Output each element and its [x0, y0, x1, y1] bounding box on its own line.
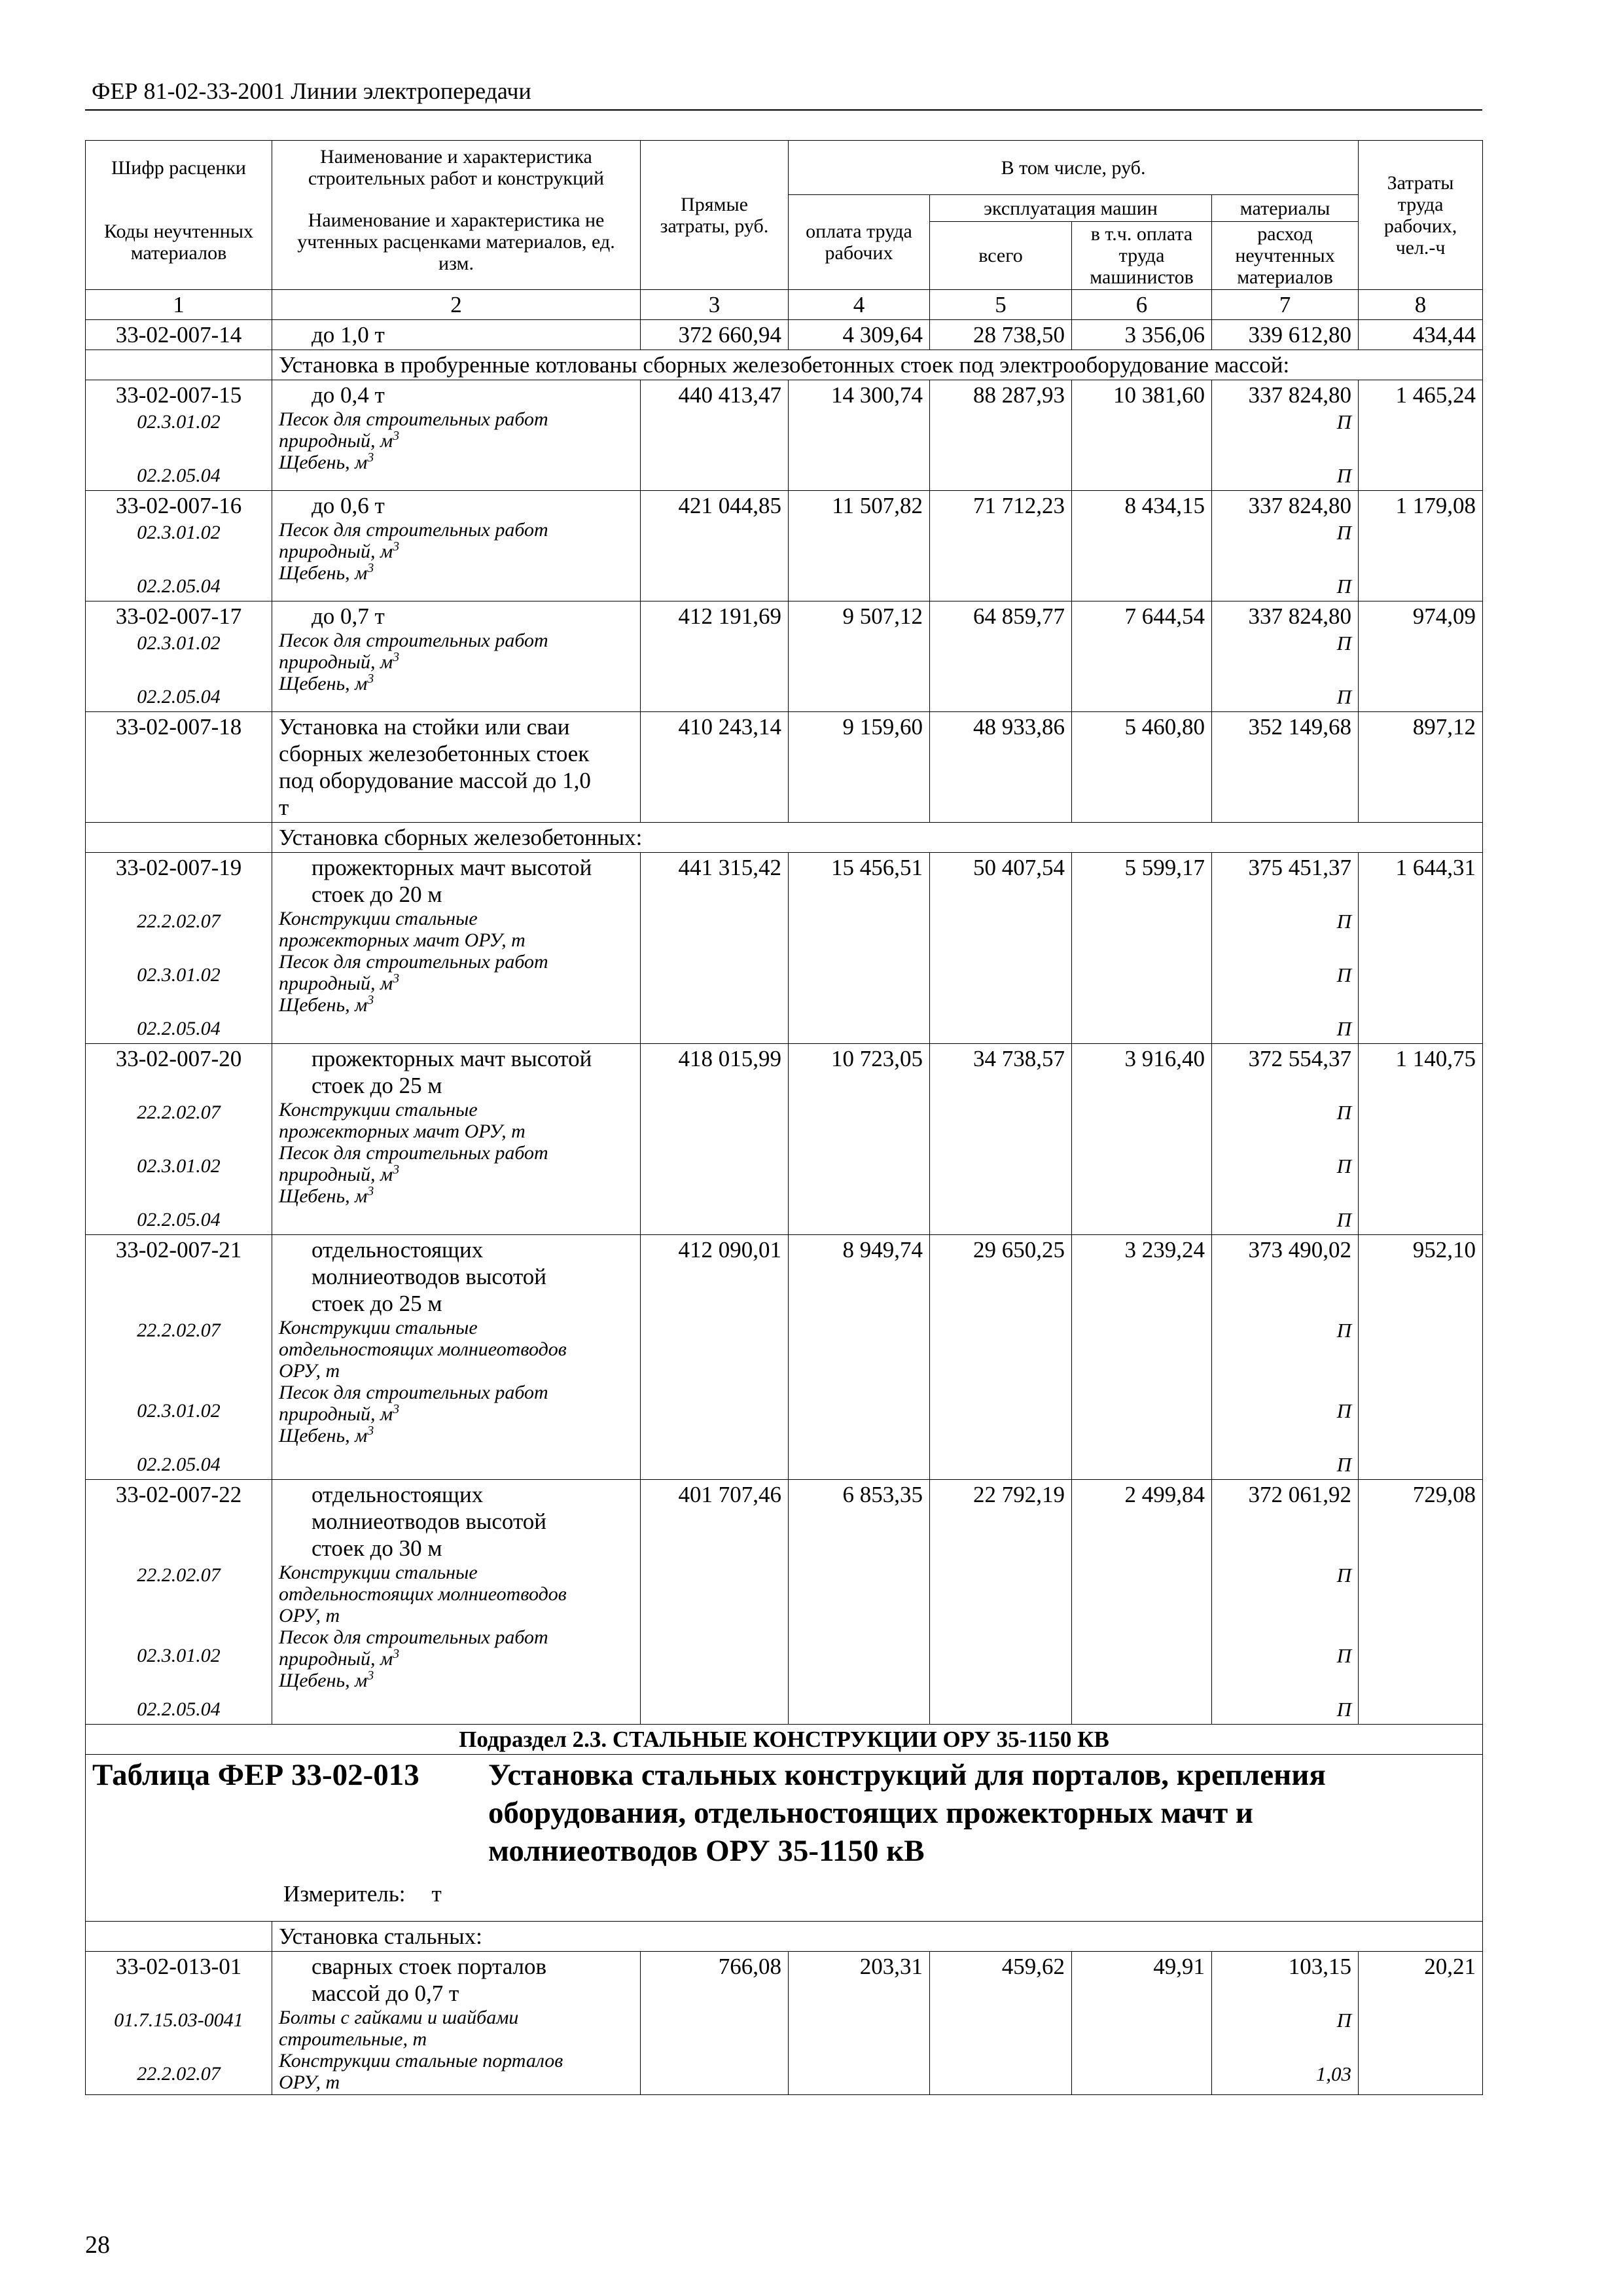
- material-code: 02.3.01.02: [137, 522, 221, 543]
- material-name: ОРУ, т: [279, 2072, 340, 2093]
- material-code: 02.2.05.04: [137, 1454, 221, 1475]
- header-materials-unaccounted: расход неучтенных материалов: [1212, 222, 1359, 290]
- material-code: 22.2.02.07: [137, 910, 221, 932]
- machine-wages: 10 381,60: [1072, 380, 1212, 491]
- material-name: природный, $м^3$: [279, 650, 400, 673]
- wages: 14 300,74: [789, 380, 930, 491]
- material-name: Щебень, $м^3$: [279, 450, 374, 473]
- labor: 974,09: [1359, 601, 1483, 712]
- rate-code: 33-02-007-15: [115, 382, 242, 408]
- materials: 372 061,92: [1248, 1482, 1352, 1507]
- rate-name: Установка на стойки или сваи: [279, 714, 570, 740]
- machine-total: 34 738,57: [930, 1044, 1072, 1235]
- material-flag: П: [1336, 1453, 1352, 1476]
- material-name: Конструкции стальные: [279, 1562, 478, 1583]
- direct-costs: 441 315,42: [641, 853, 789, 1044]
- material-name: Песок для строительных работ: [279, 1382, 548, 1403]
- rate-code: 33-02-013-01: [115, 1954, 242, 1979]
- labor: 1 465,24: [1359, 380, 1483, 491]
- material-code: 02.3.01.02: [137, 1645, 221, 1666]
- header-code-top: Шифр расценки: [86, 141, 272, 195]
- rate-name: т: [279, 795, 289, 820]
- materials: 373 490,02: [1248, 1237, 1352, 1263]
- table-row: [86, 853, 1483, 1044]
- material-flag: П: [1336, 1017, 1352, 1040]
- rate-name: сварных стоек порталов: [312, 1954, 547, 1979]
- material-name: природный, $м^3$: [279, 429, 400, 452]
- materials: 375 451,37: [1248, 855, 1352, 880]
- material-name: Щебень, $м^3$: [279, 1184, 374, 1207]
- direct-costs: 372 660,94: [641, 320, 789, 350]
- material-name: ОРУ, т: [279, 1360, 340, 1382]
- material-flag: П: [1336, 1644, 1352, 1667]
- material-name: Щебень, $м^3$: [279, 1424, 374, 1446]
- rate-code: 33-02-007-16: [115, 493, 242, 518]
- labor: 1 140,75: [1359, 1044, 1483, 1235]
- subsection-row: [86, 1725, 1483, 1755]
- rate-name: стоек до 25 м: [312, 1073, 442, 1098]
- material-name: прожекторных мачт ОРУ, т: [279, 929, 526, 951]
- material-name: строительные, т: [279, 2028, 427, 2050]
- table-row: [86, 1952, 1483, 2095]
- machine-total: 71 712,23: [930, 491, 1072, 601]
- materials: 103,15: [1288, 1954, 1352, 1979]
- material-name: Песок для строительных работ: [279, 630, 548, 651]
- material-flag: П: [1336, 1698, 1352, 1721]
- header-rule: [85, 109, 1482, 111]
- material-code: 02.3.01.02: [137, 411, 221, 433]
- direct-costs: 766,08: [641, 1952, 789, 2095]
- wages: 15 456,51: [789, 853, 930, 1044]
- material-code: 02.3.01.02: [137, 1155, 221, 1177]
- rate-code: 33-02-007-18: [86, 712, 272, 823]
- header-code-bottom: Коды неучтенных материалов: [86, 195, 272, 290]
- header-labor: Затраты труда рабочих, чел.-ч: [1359, 141, 1483, 290]
- wages: 4 309,64: [789, 320, 930, 350]
- labor: 1 179,08: [1359, 491, 1483, 601]
- wages: 8 949,74: [789, 1235, 930, 1480]
- material-name: Щебень, $м^3$: [279, 672, 374, 694]
- material-name: Болты с гайками и шайбами: [279, 2007, 519, 2028]
- material-flag: П: [1336, 1101, 1352, 1124]
- material-flag: П: [1336, 1208, 1352, 1231]
- material-code: 02.2.05.04: [137, 1209, 221, 1230]
- labor: 729,08: [1359, 1480, 1483, 1725]
- machine-wages: 5 599,17: [1072, 853, 1212, 1044]
- materials: 352 149,68: [1212, 712, 1359, 823]
- machine-total: 29 650,25: [930, 1235, 1072, 1480]
- material-code: 02.2.05.04: [137, 575, 221, 597]
- material-code: 02.3.01.02: [137, 964, 221, 986]
- rate-name: отдельностоящих: [312, 1237, 484, 1263]
- rate-name: стоек до 25 м: [312, 1291, 442, 1316]
- group-title: Установка стальных:: [272, 1922, 1483, 1952]
- material-flag: П: [1336, 2009, 1352, 2032]
- material-flag: П: [1336, 410, 1352, 433]
- unit-label: Измеритель:: [283, 1881, 406, 1907]
- materials: 372 554,37: [1248, 1046, 1352, 1071]
- material-name: Песок для строительных работ: [279, 1142, 548, 1164]
- material-code: 22.2.02.07: [137, 1564, 221, 1586]
- rate-code: 33-02-007-17: [115, 603, 242, 629]
- material-name: Конструкции стальные: [279, 908, 478, 929]
- header-machine-wages: в т.ч. оплата труда машинистов: [1072, 222, 1212, 290]
- group-title: Установка сборных железобетонных:: [272, 823, 1483, 853]
- direct-costs: 421 044,85: [641, 491, 789, 601]
- material-code: 01.7.15.03-0041: [114, 2009, 243, 2031]
- subsection-title: Подраздел 2.3. СТАЛЬНЫЕ КОНСТРУКЦИИ ОРУ 35-1150 КВ: [86, 1725, 1483, 1755]
- material-code: 22.2.02.07: [137, 1102, 221, 1123]
- materials: 337 824,80: [1248, 493, 1352, 518]
- group-row: [86, 823, 1483, 853]
- table-row: [86, 380, 1483, 491]
- material-code: 02.2.05.04: [137, 686, 221, 708]
- table-row: [86, 1235, 1483, 1480]
- table-row: [86, 1480, 1483, 1725]
- column-numbers-row: [86, 290, 1483, 320]
- machine-total: 48 933,86: [930, 712, 1072, 823]
- direct-costs: 440 413,47: [641, 380, 789, 491]
- material-name: природный, $м^3$: [279, 539, 400, 562]
- rate-code: 33-02-007-21: [115, 1237, 242, 1263]
- direct-costs: 418 015,99: [641, 1044, 789, 1235]
- direct-costs: 412 191,69: [641, 601, 789, 712]
- material-name: природный, $м^3$: [279, 971, 400, 994]
- labor: 20,21: [1359, 1952, 1483, 2095]
- rate-name: прожекторных мачт высотой: [312, 855, 592, 880]
- material-flag: П: [1336, 1319, 1352, 1342]
- rate-code: 33-02-007-19: [115, 855, 242, 880]
- rate-name: молниеотводов высотой: [312, 1264, 547, 1289]
- material-flag: П: [1336, 632, 1352, 655]
- labor: 1 644,31: [1359, 853, 1483, 1044]
- rate-name: под оборудование массой до 1,0: [279, 768, 591, 793]
- material-flag: П: [1336, 1564, 1352, 1587]
- rate-code: 33-02-007-20: [115, 1046, 242, 1071]
- col-num: 2: [272, 290, 641, 320]
- header-name-top: Наименование и характеристика строительных работ и конструкций: [272, 141, 641, 195]
- materials: 337 824,80: [1248, 382, 1352, 408]
- table-row: [86, 601, 1483, 712]
- material-code: 02.3.01.02: [137, 632, 221, 654]
- col-num: 7: [1212, 290, 1359, 320]
- unit-of-measure: [283, 1880, 442, 1907]
- material-name: природный, $м^3$: [279, 1162, 400, 1185]
- material-flag: П: [1336, 575, 1352, 598]
- col-num: 1: [86, 290, 272, 320]
- machine-wages: 2 499,84: [1072, 1480, 1212, 1725]
- direct-costs: 410 243,14: [641, 712, 789, 823]
- rate-name: до 0,7 т: [312, 603, 385, 629]
- labor: 952,10: [1359, 1235, 1483, 1480]
- material-name: Щебень, $м^3$: [279, 1668, 374, 1691]
- material-flag: П: [1336, 521, 1352, 544]
- rate-name: сборных железобетонных стоек: [279, 741, 590, 766]
- header-including: В том числе, руб.: [789, 141, 1359, 195]
- rate-name: стоек до 20 м: [312, 882, 442, 907]
- machine-wages: 8 434,15: [1072, 491, 1212, 601]
- labor: 897,12: [1359, 712, 1483, 823]
- machine-total: 459,62: [930, 1952, 1072, 2095]
- material-name: ОРУ, т: [279, 1605, 340, 1626]
- material-flag: П: [1336, 1155, 1352, 1177]
- wages: 203,31: [789, 1952, 930, 2095]
- rate-name: молниеотводов высотой: [312, 1509, 547, 1534]
- rate-code: 33-02-007-22: [115, 1482, 242, 1507]
- material-name: Песок для строительных работ: [279, 1626, 548, 1648]
- wages: 10 723,05: [789, 1044, 930, 1235]
- table-row: [86, 1044, 1483, 1235]
- col-num: 4: [789, 290, 930, 320]
- material-name: Щебень, $м^3$: [279, 561, 374, 584]
- material-code: 22.2.02.07: [137, 2063, 221, 2085]
- wages: 6 853,35: [789, 1480, 930, 1725]
- unit-value: т: [431, 1881, 442, 1907]
- machine-wages: 49,91: [1072, 1952, 1212, 2095]
- machine-wages: 5 460,80: [1072, 712, 1212, 823]
- machine-total: 50 407,54: [930, 853, 1072, 1044]
- labor: 434,44: [1359, 320, 1483, 350]
- material-name: Конструкции стальные: [279, 1317, 478, 1338]
- col-num: 5: [930, 290, 1072, 320]
- material-name: Песок для строительных работ: [279, 951, 548, 973]
- group-row: [86, 1922, 1483, 1952]
- material-code: 02.2.05.04: [137, 1698, 221, 1720]
- table-row: [86, 491, 1483, 601]
- rate-name: до 0,4 т: [312, 382, 385, 408]
- material-name: отдельностоящих молниеотводов: [279, 1583, 567, 1605]
- rates-table: [85, 140, 1483, 2095]
- material-name: Конструкции стальные порталов: [279, 2050, 563, 2072]
- rate-name: отдельностоящих: [312, 1482, 484, 1507]
- material-flag: П: [1336, 910, 1352, 933]
- running-header: ФЕР 81-02-33-2001 Линии электропередачи: [92, 78, 531, 104]
- table-label: Таблица ФЕР 33-02-013: [92, 1758, 419, 1792]
- material-name: Щебень, $м^3$: [279, 993, 374, 1016]
- page-number: 28: [85, 2231, 110, 2259]
- header-direct-costs: Прямые затраты, руб.: [641, 141, 789, 290]
- rate-name: до 0,6 т: [312, 493, 385, 518]
- materials: 339 612,80: [1212, 320, 1359, 350]
- machine-total: 28 738,50: [930, 320, 1072, 350]
- material-flag: П: [1336, 1399, 1352, 1422]
- direct-costs: 401 707,46: [641, 1480, 789, 1725]
- machine-wages: 3 916,40: [1072, 1044, 1212, 1235]
- table-header-row: [86, 141, 1483, 195]
- material-name: природный, $м^3$: [279, 1402, 400, 1425]
- machine-total: 64 859,77: [930, 601, 1072, 712]
- table-row: [86, 712, 1483, 823]
- table-row: [86, 320, 1483, 350]
- machine-wages: 7 644,54: [1072, 601, 1212, 712]
- material-flag: П: [1336, 685, 1352, 708]
- header-machine-operation: эксплуатация машин: [930, 195, 1212, 222]
- group-row: [86, 350, 1483, 380]
- col-num: 3: [641, 290, 789, 320]
- header-machine-total: всего: [930, 222, 1072, 290]
- machine-wages: 3 356,06: [1072, 320, 1212, 350]
- material-name: Конструкции стальные: [279, 1099, 478, 1121]
- rate-name: прожекторных мачт высотой: [312, 1046, 592, 1071]
- material-quantity: 1,03: [1315, 2062, 1352, 2085]
- material-code: 22.2.02.07: [137, 1319, 221, 1341]
- material-name: отдельностоящих молниеотводов: [279, 1338, 567, 1360]
- wages: 11 507,82: [789, 491, 930, 601]
- material-code: 02.3.01.02: [137, 1400, 221, 1422]
- rate-name: массой до 0,7 т: [312, 1981, 459, 2006]
- wages: 9 507,12: [789, 601, 930, 712]
- col-num: 6: [1072, 290, 1212, 320]
- table-title: Установка стальных конструкций для порталов, крепления оборудования, отдельностоящих прожекторных мачт и молниеотводов ОРУ 35-1150 кВ: [488, 1758, 1326, 1868]
- rate-code: 33-02-007-14: [86, 320, 272, 350]
- header-materials: материалы: [1212, 195, 1359, 222]
- rate-name: до 1,0 т: [312, 322, 385, 348]
- material-name: прожекторных мачт ОРУ, т: [279, 1121, 526, 1142]
- material-code: 02.2.05.04: [137, 1018, 221, 1039]
- material-name: Песок для строительных работ: [279, 408, 548, 430]
- material-code: 02.2.05.04: [137, 465, 221, 486]
- col-num: 8: [1359, 290, 1483, 320]
- machine-wages: 3 239,24: [1072, 1235, 1212, 1480]
- table-title-row: [86, 1755, 1483, 1922]
- header-wages: оплата труда рабочих: [789, 195, 930, 290]
- materials: 337 824,80: [1248, 603, 1352, 629]
- material-name: Песок для строительных работ: [279, 519, 548, 541]
- group-title: Установка в пробуренные котлованы сборных железобетонных стоек под электрооборудование массой:: [272, 350, 1483, 380]
- machine-total: 22 792,19: [930, 1480, 1072, 1725]
- material-flag: П: [1336, 963, 1352, 986]
- direct-costs: 412 090,01: [641, 1235, 789, 1480]
- material-name: природный, $м^3$: [279, 1647, 400, 1670]
- machine-total: 88 287,93: [930, 380, 1072, 491]
- header-name-bottom: Наименование и характеристика не учтенных расценками материалов, ед. изм.: [272, 195, 641, 290]
- material-flag: П: [1336, 464, 1352, 487]
- wages: 9 159,60: [789, 712, 930, 823]
- rate-name: стоек до 30 м: [312, 1535, 442, 1561]
